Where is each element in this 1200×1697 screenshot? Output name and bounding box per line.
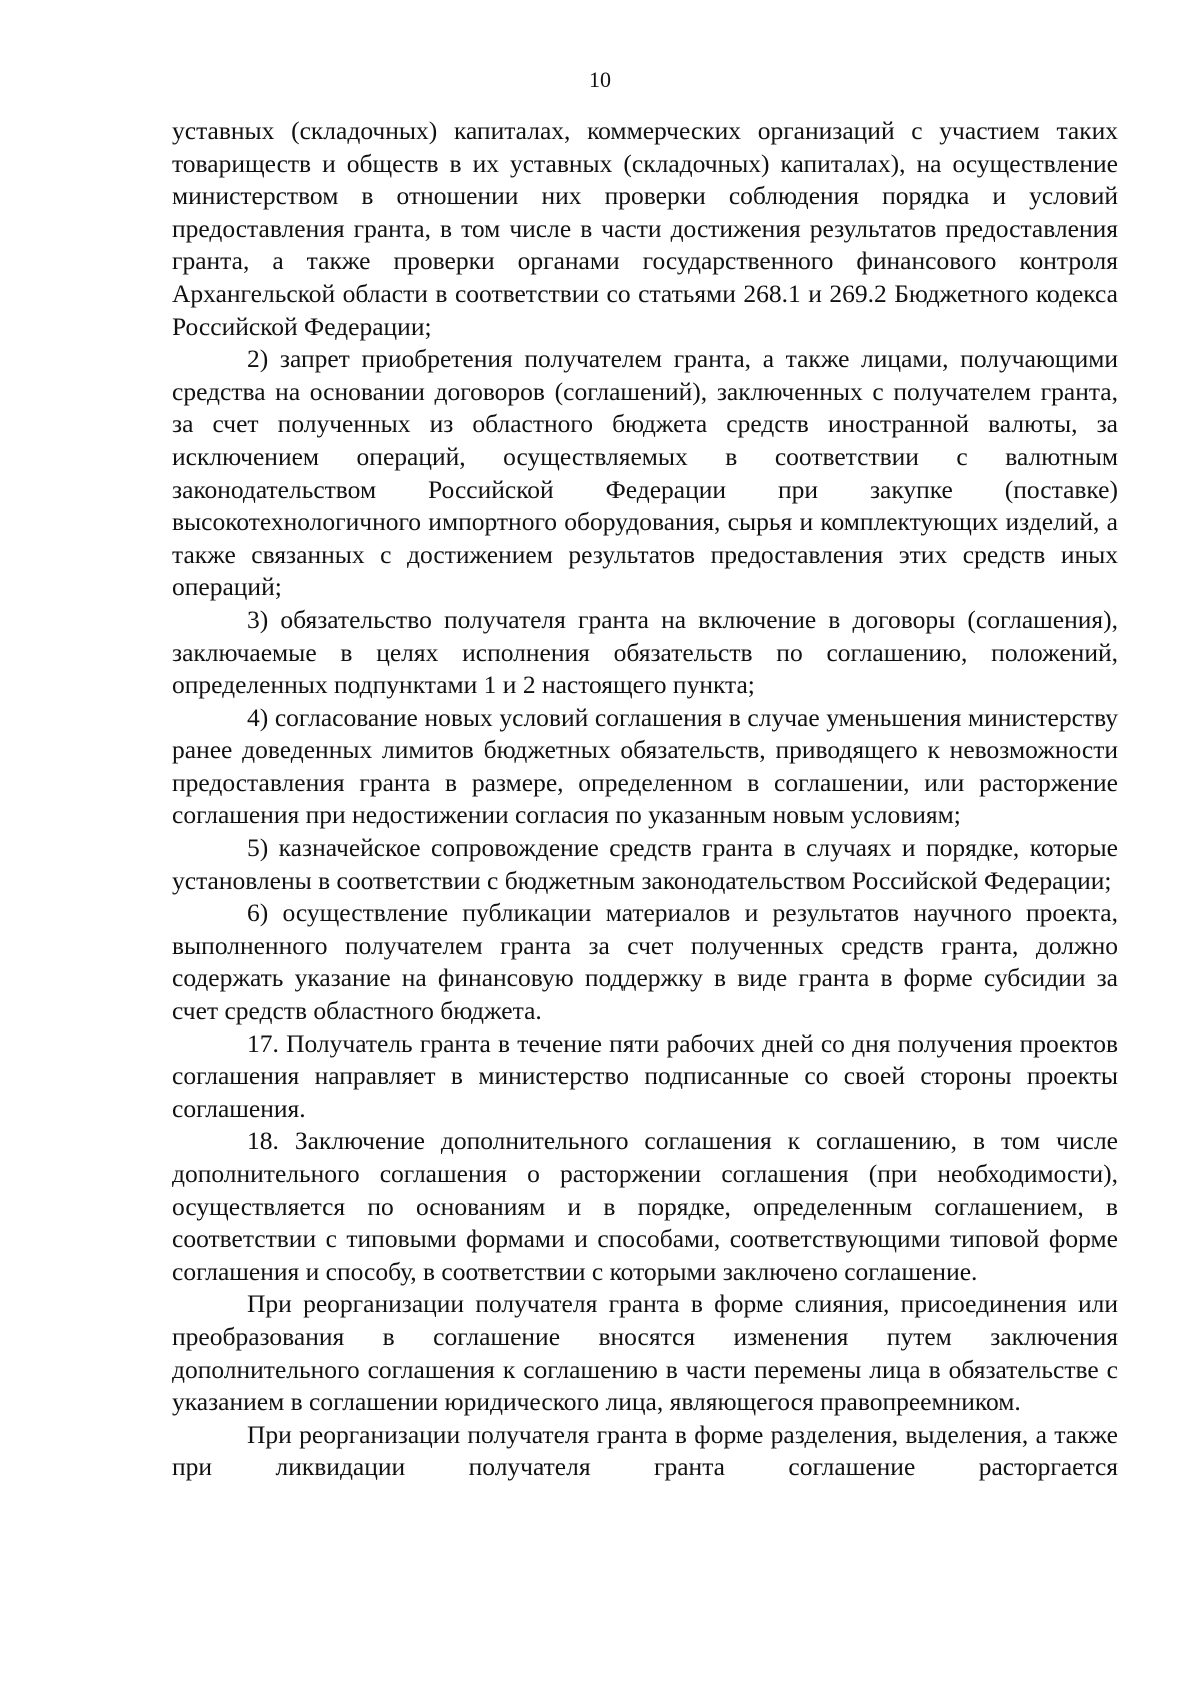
reorganization-merger-paragraph: При реорганизации получателя гранта в форме слияния, присоединения или преобразования в соглашение вносятся изменения путем заключения дополнительного соглашения к соглашению в части перемены лица в обязательстве с указанием в соглашении юридического лица, являющегося правопреемником.: [172, 1289, 1118, 1417]
clause-17: 17. Получатель гранта в течение пяти рабочих дней со дня получения проектов соглашения направляет в министерство подписанные со своей стороны проекты соглашения.: [172, 1028, 1118, 1123]
list-item-5: 5) казначейское сопровождение средств гранта в случаях и порядке, которые установлены в соответствии с бюджетным законодательством Российской Федерации;: [172, 833, 1118, 895]
paragraph-continuation: уставных (складочных) капиталах, коммерческих организаций с участием таких товариществ и обществ в их уставных (складочных) капиталах), на осуществление министерством в отношении них проверки соблюдения порядка и условий предоставления гранта, в том числе в части достижения результатов предоставления гранта, а также проверки органами государственного финансового контроля Архангельской области в соответствии со статьями 268.1 и 269.2 Бюджетного кодекса Российской Федерации;: [172, 116, 1118, 341]
page-number: 10: [589, 67, 611, 92]
list-item-4: 4) согласование новых условий соглашения в случае уменьшения министерству ранее доведенных лимитов бюджетных обязательств, приводящего к невозможности предоставления гранта в размере, определенном в соглашении, или расторжение соглашения при недостижении согласия по указанным новым условиям;: [172, 702, 1118, 830]
list-item-2: 2) запрет приобретения получателем гранта, а также лицами, получающими средства на основании договоров (соглашений), заключенных с получателем гранта, за счет полученных из областного бюджета средств иностранной валюты, за исключением операций, осуществляемых в соответствии с валютным законодательством Российской Федерации при закупке (поставке) высокотехнологичного импортного оборудования, сырья и комплектующих изделий, а также связанных с достижением результатов предоставления этих средств иных операций;: [172, 344, 1118, 602]
reorganization-division-paragraph: При реорганизации получателя гранта в форме разделения, выделения, а также при ликвидации получателя гранта соглашение расторгается: [172, 1419, 1118, 1482]
list-item-3: 3) обязательство получателя гранта на включение в договоры (соглашения), заключаемые в целях исполнения обязательств по соглашению, положений, определенных подпунктами 1 и 2 настоящего пункта;: [172, 604, 1118, 700]
clause-18: 18. Заключение дополнительного соглашения к соглашению, в том числе дополнительного соглашения о расторжении соглашения (при необходимости), осуществляется по основаниям и в порядке, определенным соглашением, в соответствии с типовыми формами и способами, соответствующими типовой форме соглашения и способу, в соответствии с которыми заключено соглашение.: [172, 1126, 1118, 1286]
document-body: [172, 115, 1118, 1484]
list-item-6: 6) осуществление публикации материалов и результатов научного проекта, выполненного получателем гранта за счет полученных средств гранта, должно содержать указание на финансовую поддержку в виде гранта в форме субсидии за счет средств областного бюджета.: [172, 898, 1118, 1026]
